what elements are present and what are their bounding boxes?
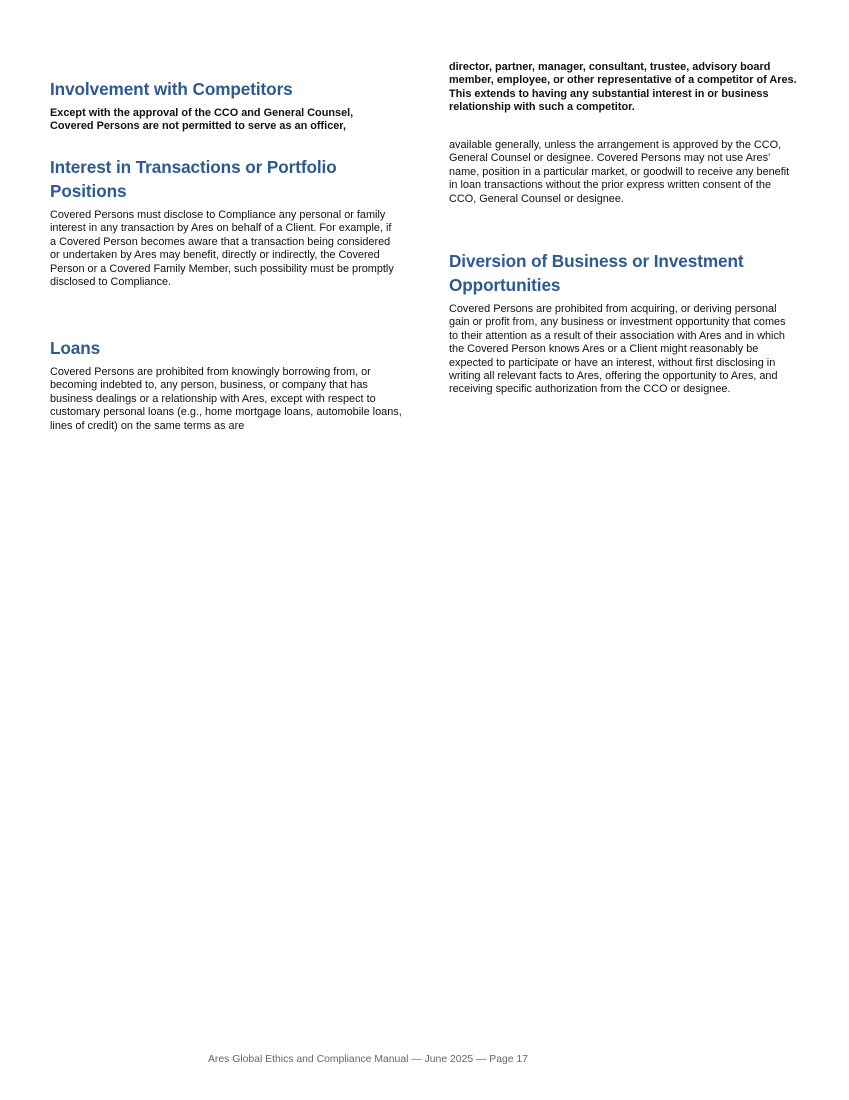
competitors-bold-paragraph: Except with the approval of the CCO and General Counsel, Covered Persons are not permitted to serve as an officer,	[50, 107, 354, 133]
page-footer: Ares Global Ethics and Compliance Manual — June 2025 — Page 17	[208, 1054, 528, 1065]
heading-loans: Loans	[50, 338, 101, 358]
transactions-paragraph: Covered Persons must disclose to Compliance any personal or family interest in any transaction by Ares on behalf of a Client. For example, if a Covered Person becomes aware that a transaction being considered or undertaken by Ares may benefit, directly or indirectly, the Covered Person or a Covered Family Member, such possibility must be promptly disclosed to Compliance.	[50, 209, 394, 289]
diversion-paragraph: Covered Persons are prohibited from acquiring, or deriving personal gain or profit from, any business or investment opportunity that comes to their attention as a result of their association with Ares and in which the Covered Person knows Ares or a Client might reasonably be expected to participate or have an interest, without first disclosing in writing all relevant facts to Ares, offering the opportunity to Ares, and receiving specific authorization from the CCO or designee.	[449, 303, 786, 396]
competitors-continued-bold-paragraph: director, partner, manager, consultant, trustee, advisory board member, employee, or other representative of a competitor of Ares. This extends to having any substantial interest in or business relationship with such a competitor.	[449, 61, 797, 114]
heading-diversion-of-business: Diversion of Business or Investment Opportunities	[449, 251, 744, 295]
loans-paragraph: Covered Persons are prohibited from knowingly borrowing from, or becoming indebted to, any person, business, or company that has business dealings or a relationship with Ares, except with respect to customary personal loans (e.g., home mortgage loans, automobile loans, lines of credit) on the same terms as are	[50, 366, 402, 432]
heading-interest-in-transactions: Interest in Transactions or Portfolio Positions	[50, 157, 337, 201]
loans-continued-paragraph: available generally, unless the arrangement is approved by the CCO, General Counsel or designee. Covered Persons may not use Ares’ name, position in a particular market, or goodwill to receive any benefit in loan transactions without the prior express written consent of the CCO, General Counsel or designee.	[449, 139, 790, 205]
heading-involvement-with-competitors: Involvement with Competitors	[50, 79, 293, 99]
